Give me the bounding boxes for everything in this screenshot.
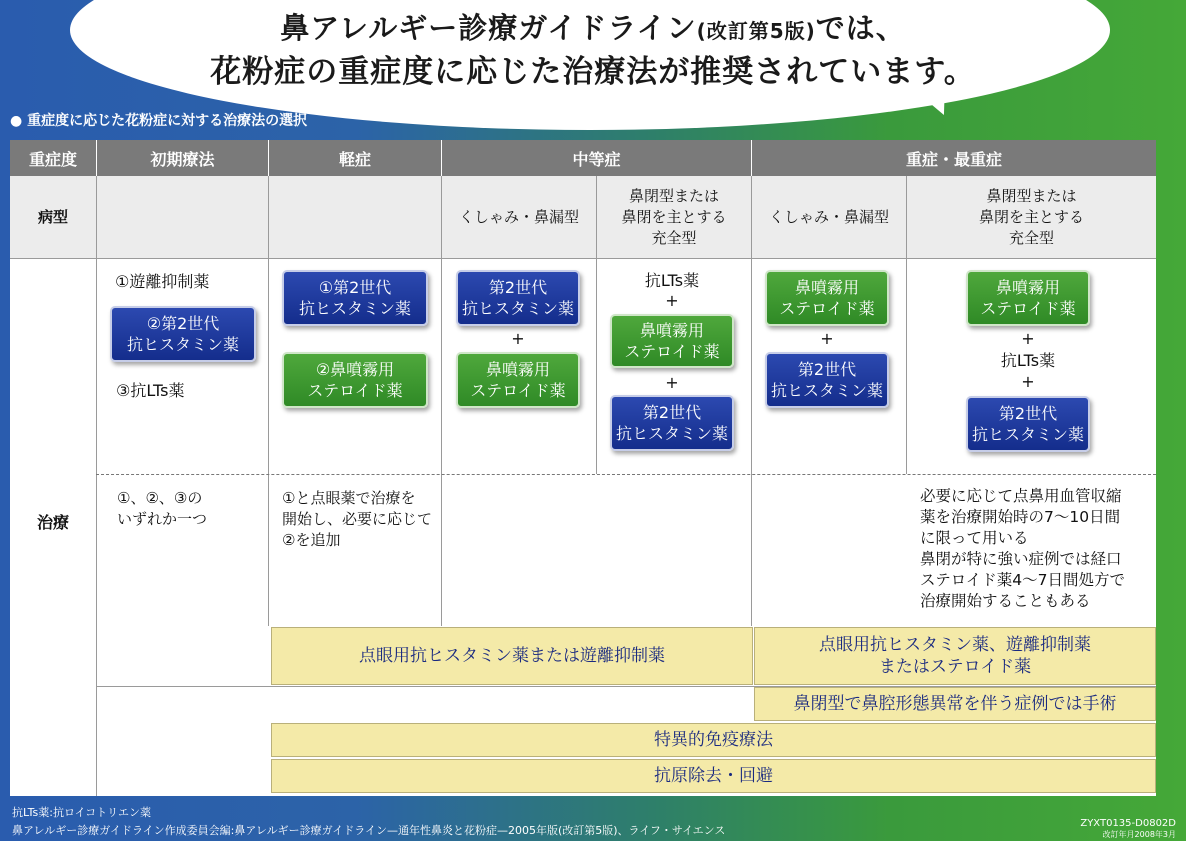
initial-item-3: ③抗LTs薬: [116, 381, 185, 400]
header-severe: 重症・最重症: [752, 140, 1156, 176]
pill-text: 鼻噴霧用: [794, 278, 859, 297]
pill-text: ステロイド薬: [980, 299, 1076, 318]
plus-sign: +: [665, 291, 679, 310]
treatment-label: 治療: [36, 513, 69, 532]
note-text: 薬を治療開始時の7〜10日間: [920, 508, 1121, 526]
grid-line: [441, 176, 442, 626]
type-label: 病型: [10, 176, 96, 258]
pill-text: 抗ヒスタミン薬: [971, 425, 1084, 444]
note-text: ①、②、③の: [117, 489, 203, 507]
grid-line: [596, 176, 597, 474]
header-moderate: 中等症: [442, 140, 751, 176]
type-severe-obstruct: [907, 176, 1156, 258]
grid-line: [96, 176, 97, 796]
note-text: 鼻閉が特に強い症例では経口: [920, 550, 1122, 568]
footnote-abbrev: 抗LTs薬:抗ロイコトリエン薬: [12, 806, 151, 819]
pill-text: ステロイド薬: [624, 342, 720, 361]
band-text: 点眼用抗ヒスタミン薬、遊離抑制薬: [819, 635, 1091, 655]
pill-text: 抗ヒスタミン薬: [126, 335, 239, 354]
band-antigen-avoidance: 抗原除去・回避: [271, 759, 1156, 793]
mild-steroid-pill: [282, 352, 428, 408]
plus-sign: +: [511, 329, 525, 348]
severe-obstruct-steroid-pill: [966, 270, 1090, 326]
initial-item-1: ①遊離抑制薬: [115, 272, 210, 291]
moderate-obstruct-anti-lts: 抗LTs薬: [644, 271, 700, 290]
pill-text: 第2世代: [998, 404, 1058, 423]
note-text: に限って用いる: [920, 529, 1029, 547]
type-mild-empty: [269, 176, 441, 258]
type-moderate-obstruct: [597, 176, 751, 258]
band-surgery: 鼻閉型で鼻腔形態異常を伴う症例では手術: [754, 687, 1156, 721]
type-text: 充全型: [651, 228, 697, 247]
note-text: 治療開始することもある: [920, 592, 1091, 610]
pill-text: 第2世代: [488, 278, 548, 297]
plus-sign: +: [820, 329, 834, 348]
type-text: 充全型: [1008, 228, 1054, 247]
note-text: ①と点眼薬で治療を: [282, 489, 416, 507]
pill-text: 鼻噴霧用: [485, 360, 550, 379]
type-moderate-sneeze: くしゃみ・鼻漏型: [442, 176, 596, 258]
note-text: いずれか一つ: [117, 510, 208, 528]
moderate-sneeze-antihistamine-pill: [456, 270, 580, 326]
plus-sign: +: [1021, 372, 1035, 391]
pill-text: 第2世代: [642, 403, 702, 422]
type-text: 鼻閉を主とする: [978, 207, 1084, 226]
revision-date: 改訂年月2008年3月: [1102, 830, 1176, 839]
pill-text: ステロイド薬: [470, 381, 566, 400]
pill-text: 抗ヒスタミン薬: [461, 299, 574, 318]
pill-text: 第2世代: [797, 360, 857, 379]
footnote-source: 鼻アレルギー診療ガイドライン作成委員会編:鼻アレルギー診療ガイドライン—通年性鼻炎と花粉症—2005年版(改訂第5版)、ライフ・サイエンス: [12, 824, 726, 837]
severe-sneeze-steroid-pill: [765, 270, 889, 326]
band-eye-drops-severe: [754, 627, 1156, 685]
plus-sign: +: [1021, 329, 1035, 348]
grid-line: [268, 176, 269, 626]
pill-text: ①第2世代: [318, 278, 392, 297]
pill-text: 抗ヒスタミン薬: [770, 381, 883, 400]
headline-part-c: では、: [815, 11, 906, 45]
pill-text: ステロイド薬: [307, 381, 403, 400]
headline-part-b: (改訂第5版): [696, 19, 816, 43]
header-mild: 軽症: [269, 140, 441, 176]
document-code: ZYXT0135-D0802D: [1080, 818, 1176, 829]
grid-line: [10, 258, 1156, 259]
pill-text: 抗ヒスタミン薬: [298, 299, 411, 318]
pill-text: 抗ヒスタミン薬: [615, 424, 728, 443]
pill-text: 鼻噴霧用: [995, 278, 1060, 297]
note-text: 必要に応じて点鼻用血管収縮: [920, 487, 1122, 505]
severe-obstruct-antihistamine-pill: [966, 396, 1090, 452]
severe-note: [920, 486, 1125, 612]
headline-line-1: [0, 6, 1186, 47]
header-severity: 重症度: [10, 140, 96, 176]
band-eye-drops-mild: 点眼用抗ヒスタミン薬または遊離抑制薬: [271, 627, 753, 685]
header-initial: 初期療法: [97, 140, 268, 176]
mild-antihistamine-pill: [282, 270, 428, 326]
headline-line-2: 花粉症の重症度に応じた治療法が推奨されています。: [210, 54, 976, 90]
band-immunotherapy: 特異的免疫療法: [271, 723, 1156, 757]
moderate-sneeze-steroid-pill: [456, 352, 580, 408]
moderate-obstruct-antihistamine-pill: [610, 395, 734, 451]
type-text: 鼻閉型または: [628, 186, 719, 205]
band-text: またはステロイド薬: [878, 657, 1032, 677]
type-initial-empty: [97, 176, 268, 258]
note-text: ステロイド薬4〜7日間処方で: [920, 571, 1125, 589]
note-text: 開始し、必要に応じて: [282, 510, 433, 528]
note-text: ②を追加: [282, 531, 341, 549]
dashed-divider: [96, 474, 1156, 475]
pill-text: ステロイド薬: [779, 299, 875, 318]
type-text: 鼻閉を主とする: [621, 207, 727, 226]
section-subheading: ● 重症度に応じた花粉症に対する治療法の選択: [10, 113, 308, 129]
treatment-table: [10, 140, 1156, 796]
initial-antihistamine-pill: [110, 306, 256, 362]
severe-obstruct-anti-lts: 抗LTs薬: [1000, 351, 1056, 370]
initial-note: [117, 488, 207, 530]
pill-text: ②第2世代: [146, 314, 220, 333]
plus-sign: +: [665, 373, 679, 392]
grid-line: [906, 176, 907, 474]
type-text: 鼻閉型または: [986, 186, 1077, 205]
moderate-obstruct-steroid-pill: [610, 314, 734, 368]
pill-text: 鼻噴霧用: [639, 321, 704, 340]
pill-text: ②鼻噴霧用: [315, 360, 395, 379]
headline-part-a: 鼻アレルギー診療ガイドライン: [280, 11, 697, 45]
mild-note: [282, 488, 432, 551]
type-severe-sneeze: くしゃみ・鼻漏型: [752, 176, 906, 258]
severe-sneeze-antihistamine-pill: [765, 352, 889, 408]
grid-line: [751, 176, 752, 626]
